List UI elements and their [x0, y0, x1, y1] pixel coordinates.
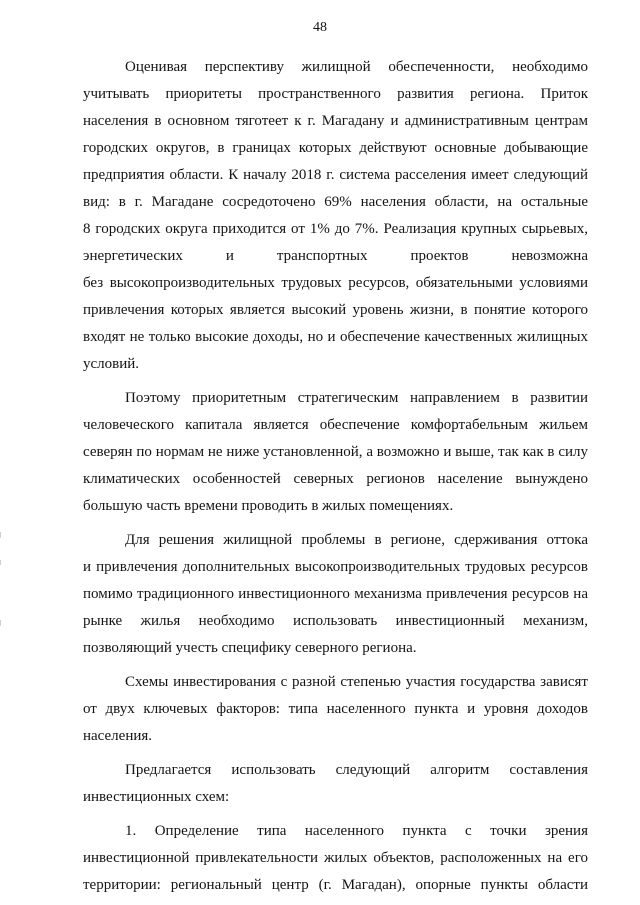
text-line: Поэтому приоритетным стратегическим направлением в развитии: [125, 390, 588, 406]
text-line: человеческого капитала является обеспечение комфортабельным жильем: [83, 417, 588, 433]
text-line: населения в основном тяготеет к г. Магадану и административным центрам: [83, 113, 588, 129]
text-line: Для решения жилищной проблемы в регионе, сдерживания оттока: [125, 532, 588, 548]
text-line: рынке жилья необходимо использовать инвестиционный механизм,: [83, 613, 588, 629]
text-line: и привлечения дополнительных высокопроизводительных трудовых ресурсов: [83, 559, 588, 575]
text-line: вид: в г. Магадане сосредоточено 69% населения области, на остальные: [83, 194, 588, 210]
text-line: помимо традиционного инвестиционного механизма привлечения ресурсов на: [83, 586, 588, 602]
text-line: привлечения которых является высокий уровень жизни, в понятие которого: [83, 302, 588, 318]
paragraph: [83, 527, 588, 662]
scan-margin-mark: [0, 560, 1, 565]
text-line: территории: региональный центр (г. Магадан), опорные пункты области: [83, 877, 588, 893]
text-line: энергетических и транспортных проектов невозможна: [83, 248, 588, 264]
text-line: предприятия области. К началу 2018 г. система расселения имеет следующий: [83, 167, 588, 183]
text-line: позволяющий учесть специфику северного региона.: [83, 640, 417, 656]
paragraph: [83, 54, 588, 378]
paragraph: [83, 385, 588, 520]
scan-margin-mark: [0, 620, 1, 626]
text-line: 1. Определение типа населенного пункта с точки зрения: [125, 823, 588, 839]
paragraph: [83, 669, 588, 750]
text-line: городских округов, в границах которых действуют основные добывающие: [83, 140, 588, 156]
numbered-paragraph: [83, 818, 588, 899]
text-line: входят не только высокие доходы, но и обеспечение качественных жилищных: [83, 329, 588, 345]
text-line: условий.: [83, 356, 140, 372]
text-line: от двух ключевых факторов: типа населенного пункта и уровня доходов: [83, 701, 588, 717]
body-text: [83, 54, 588, 899]
text-line: 8 городских округа приходится от 1% до 7%. Реализация крупных сырьевых,: [83, 221, 588, 237]
text-line: инвестиционной привлекательности жилых объектов, расположенных на его: [83, 850, 588, 866]
text-line: климатических особенностей северных регионов население вынуждено: [83, 471, 588, 487]
text-line: без высокопроизводительных трудовых ресурсов, обязательными условиями: [83, 275, 588, 291]
text-line: населения.: [83, 728, 153, 744]
paragraph: [83, 757, 588, 811]
page-number: 48: [313, 20, 327, 35]
text-line: большую часть времени проводить в жилых помещениях.: [83, 498, 454, 514]
text-line: учитывать приоритеты пространственного развития региона. Приток: [83, 86, 588, 102]
text-line: инвестиционных схем:: [83, 789, 230, 805]
text-line: Предлагается использовать следующий алгоритм составления: [125, 762, 588, 778]
scan-margin-mark: [0, 532, 1, 538]
text-line: Схемы инвестирования с разной степенью участия государства зависят: [125, 674, 588, 690]
text-line: Оценивая перспективу жилищной обеспеченности, необходимо: [125, 59, 588, 75]
text-line: северян по нормам не ниже установленной, а возможно и выше, так как в силу: [83, 444, 588, 460]
